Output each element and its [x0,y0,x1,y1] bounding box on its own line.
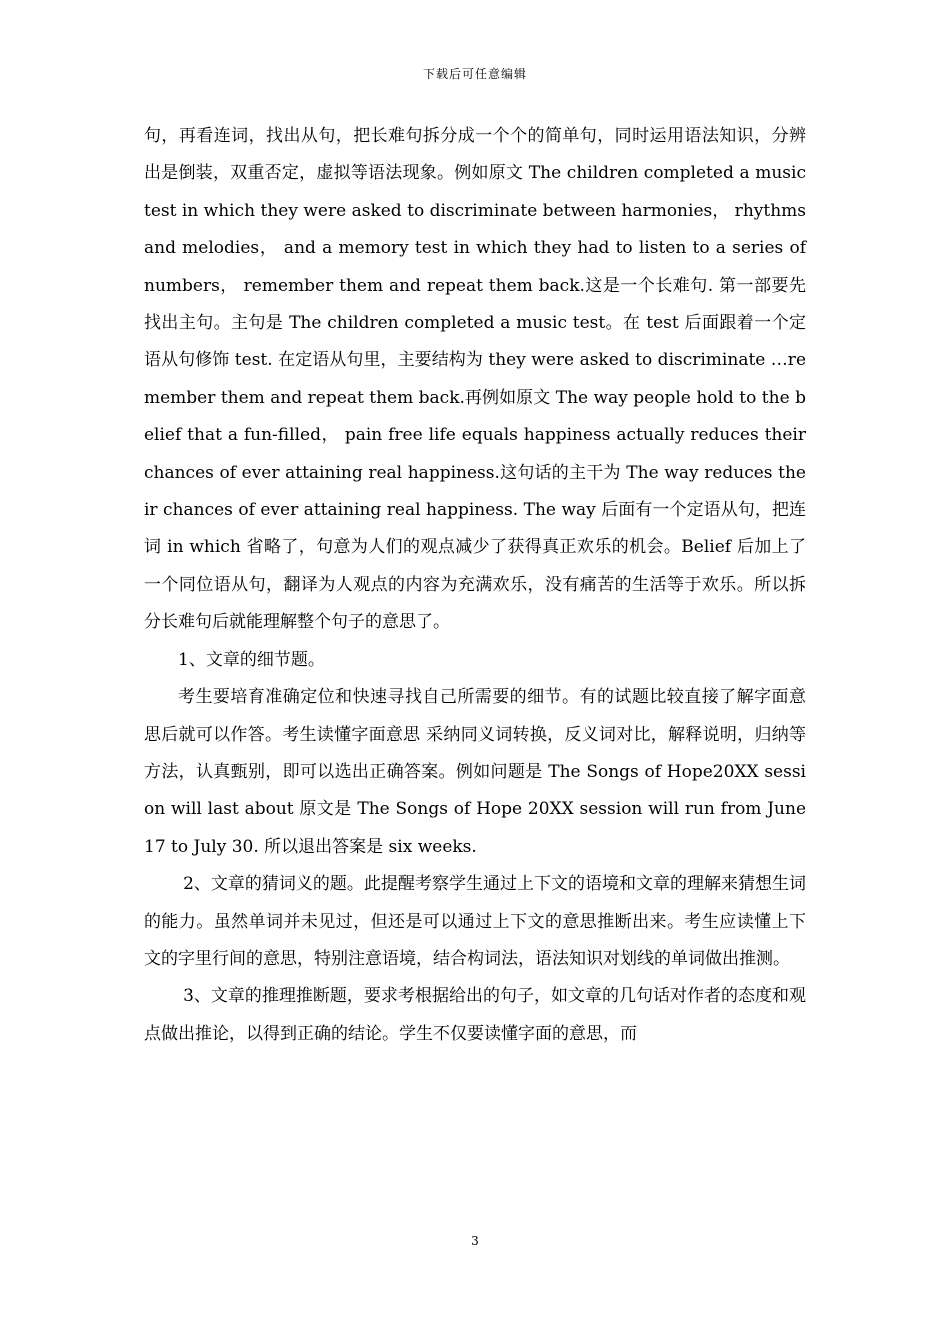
page-header: 下载后可任意编辑 [422,67,527,81]
paragraph-word-guessing: 2、文章的猜词义的题。此提醒考察学生通过上下文的语境和文章的理解来猜想生词的能力。虽然单词并未见过，但还是可以通过上下文的意思推断出来。考生应读懂上下文的字里行间的意思，特别注意语境，结合构词法，语法知识对划线的单词做出推测。 [144,874,806,969]
document-body [144,118,806,1053]
paragraph-inference: 3、文章的推理推断题，要求考根据给出的句子，如文章的几句话对作者的态度和观点做出推论，以得到正确的结论。学生不仅要读懂字面的意思，而 [144,986,806,1044]
page-number: 3 [471,1234,479,1248]
paragraph-detail-questions: 考生要培育准确定位和快速寻找自己所需要的细节。有的试题比较直接了解字面意思后就可以作答。考生读懂字面意思 采纳同义词转换，反义词对比，解释说明，归纳等方法，认真甄别，即可以选出正确答案。例如问题是 The Songs of Hope20XX session will last about 原文是 The Songs of Hope 20XX session will run from June 17 to July 30. 所以退出答案是 six weeks. [144,687,806,857]
heading-detail-questions: 1、文章的细节题。 [178,649,325,670]
paragraph-long-sentence-analysis: 句，再看连词，找出从句，把长难句拆分成一个个的简单句，同时运用语法知识，分辨出是倒装，双重否定，虚拟等语法现象。例如原文 The children completed a music test in which they were asked to discriminate between harmonies， rhythms and melodies， and a memory test in which they had to listen to a series of numbers， remember them and repeat them back.这是一个长难句. 第一部要先找出主句。主句是 The children completed a music test。在 test 后面跟着一个定语从句修饰 test. 在定语从句里，主要结构为 they were asked to discriminate …remember them and repeat them back.再例如原文 The way people hold to the belief that a fun-filled， pain free life equals happiness actually reduces their chances of ever attaining real happiness.这句话的主干为 The way reduces their chances of ever attaining real happiness. The way 后面有一个定语从句，把连词 in which 省略了，句意为人们的观点减少了获得真正欢乐的机会。Belief 后加上了一个同位语从句，翻译为人观点的内容为充满欢乐，没有痛苦的生活等于欢乐。所以拆分长难句后就能理解整个句子的意思了。 [144,126,806,633]
